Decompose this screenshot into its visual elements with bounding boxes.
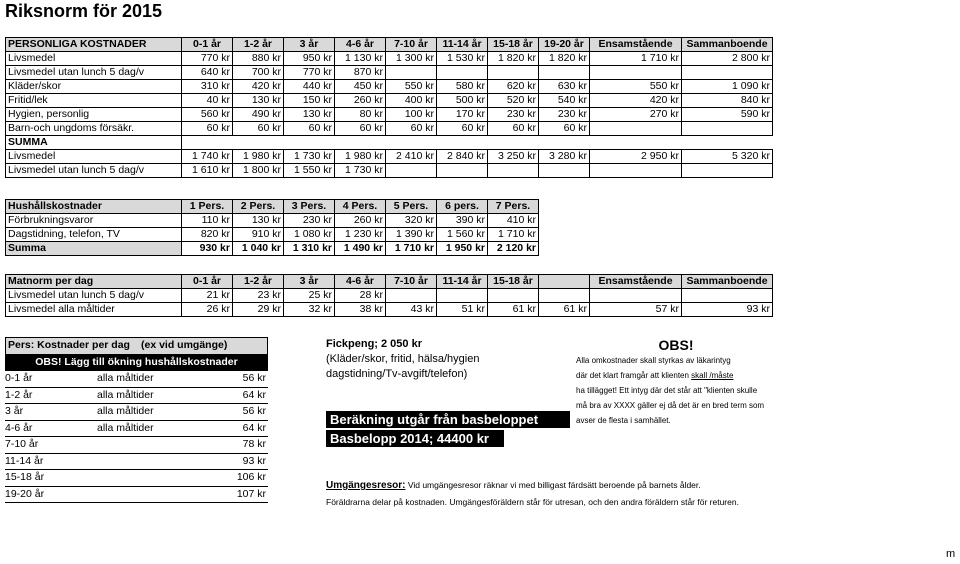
row-label: Livsmedel utan lunch 5 dag/v — [6, 164, 182, 178]
cell: 3 280 kr — [539, 150, 590, 164]
cell: 130 kr — [233, 94, 284, 108]
table-header-row — [6, 275, 773, 289]
cell: 1 710 kr — [590, 52, 682, 66]
cell: 520 kr — [488, 94, 539, 108]
cell: 230 kr — [539, 108, 590, 122]
cell: 60 kr — [233, 122, 284, 136]
cell: 1 980 kr — [335, 150, 386, 164]
obs-line-1: Alla omkostnader skall styrkas av läkarintyg — [576, 356, 731, 365]
cell: 7-10 år — [386, 38, 437, 52]
pers-amount: 107 kr — [236, 487, 266, 500]
table-header-row — [6, 200, 539, 214]
pers-meals: alla måltider — [97, 388, 154, 401]
pers-age: 11-14 år — [5, 454, 44, 467]
cell: 1 300 kr — [386, 52, 437, 66]
cell: 260 kr — [335, 94, 386, 108]
row-label: Matnorm per dag — [6, 275, 182, 289]
cell: 420 kr — [233, 80, 284, 94]
pers-row — [5, 470, 268, 487]
cell: 7-10 år — [386, 275, 437, 289]
pers-header — [5, 337, 268, 355]
table-row — [6, 52, 773, 66]
cell: 1 800 kr — [233, 164, 284, 178]
cell — [437, 289, 488, 303]
cell: 840 kr — [682, 94, 773, 108]
cell: 1 820 kr — [539, 52, 590, 66]
cell: 60 kr — [335, 122, 386, 136]
cell — [590, 122, 682, 136]
cell: 1 230 kr — [335, 228, 386, 242]
fickpeng-includes: (Kläder/skor, fritid, hälsa/hygien — [326, 353, 480, 365]
pers-meals: alla måltider — [97, 421, 154, 434]
pers-age: 7-10 år — [5, 438, 39, 450]
cell — [488, 66, 539, 80]
cell — [682, 122, 773, 136]
cell: 1 530 kr — [437, 52, 488, 66]
cell: 43 kr — [386, 303, 437, 317]
cell: 15-18 år — [488, 38, 539, 52]
cell: 2 410 kr — [386, 150, 437, 164]
cell: 170 kr — [437, 108, 488, 122]
cell: 420 kr — [590, 94, 682, 108]
cell: 1 730 kr — [335, 164, 386, 178]
summa-row — [6, 164, 773, 178]
cell: 3 250 kr — [488, 150, 539, 164]
cell — [682, 66, 773, 80]
cell: 40 kr — [182, 94, 233, 108]
pers-header-note: (ex vid umgänge) — [141, 339, 228, 351]
cell: 770 kr — [182, 52, 233, 66]
cell: 500 kr — [437, 94, 488, 108]
cell: 93 kr — [682, 303, 773, 317]
cell: 1-2 år — [233, 38, 284, 52]
table-header-row — [6, 38, 773, 52]
row-label: PERSONLIGA KOSTNADER — [6, 38, 182, 52]
row-label: Livsmedel — [6, 52, 182, 66]
cell: 2 Pers. — [233, 200, 284, 214]
pers-meals: alla måltider — [97, 372, 154, 384]
cell: 490 kr — [233, 108, 284, 122]
pers-amount: 64 kr — [242, 421, 266, 434]
cell: 230 kr — [284, 214, 335, 228]
basbelopp-value: Basbelopp 2014; 44400 kr — [326, 430, 504, 447]
pers-amount: 56 kr — [242, 372, 266, 384]
cell: 550 kr — [590, 80, 682, 94]
cell — [386, 289, 437, 303]
umgangesresor-label: Umgängesresor: — [326, 480, 406, 491]
cell: 51 kr — [437, 303, 488, 317]
cell: 560 kr — [182, 108, 233, 122]
pers-amount: 56 kr — [242, 405, 266, 417]
table-row — [6, 228, 539, 242]
cell: 4-6 år — [335, 38, 386, 52]
cell — [233, 136, 284, 150]
basbelopp-note: Beräkning utgår från basbeloppet — [326, 411, 570, 428]
cell: Ensamstående — [590, 38, 682, 52]
summa-label: SUMMA — [6, 136, 182, 150]
hushallskostnader-table — [5, 199, 539, 256]
cell: 0-1 år — [182, 275, 233, 289]
pers-row — [5, 421, 268, 438]
cell — [590, 289, 682, 303]
cell: 820 kr — [182, 228, 233, 242]
personliga-kostnader-table — [5, 37, 773, 178]
cell: 1 Pers. — [182, 200, 233, 214]
cell: 23 kr — [233, 289, 284, 303]
pers-row — [5, 404, 268, 421]
cell: 60 kr — [182, 122, 233, 136]
pers-row — [5, 454, 268, 471]
cell — [590, 164, 682, 178]
umgangesresor-line-2: Föräldrarna delar på kostnaden. Umgängesföräldern står för utresan, och den andra föräldern står för returen. — [326, 497, 739, 507]
cell: 25 kr — [284, 289, 335, 303]
cell: 440 kr — [284, 80, 335, 94]
pers-amount: 64 kr — [242, 388, 266, 401]
cell: 270 kr — [590, 108, 682, 122]
cell: 2 800 kr — [682, 52, 773, 66]
cell — [539, 66, 590, 80]
cell: 26 kr — [182, 303, 233, 317]
cell: 620 kr — [488, 80, 539, 94]
row-label: Kläder/skor — [6, 80, 182, 94]
cell: 60 kr — [539, 122, 590, 136]
cell: 1 820 kr — [488, 52, 539, 66]
cell — [386, 136, 437, 150]
cell: 390 kr — [437, 214, 488, 228]
cell: 870 kr — [335, 66, 386, 80]
umgangesresor-block — [326, 477, 956, 510]
row-label: Livsmedel — [6, 150, 182, 164]
cell: 61 kr — [488, 303, 539, 317]
obs-line-2-emph: skall /måste — [691, 371, 734, 380]
cell: 2 120 kr — [488, 242, 539, 256]
cell: 1 950 kr — [437, 242, 488, 256]
row-label: Livsmedel utan lunch 5 dag/v — [6, 289, 182, 303]
cell: 150 kr — [284, 94, 335, 108]
cell: 410 kr — [488, 214, 539, 228]
pers-amount: 78 kr — [242, 438, 266, 450]
obs-line-4: må bra av XXXX gäller ej då det är en bred term som — [576, 401, 765, 410]
cell — [488, 289, 539, 303]
cell: 1 080 kr — [284, 228, 335, 242]
row-label: Hygien, personlig — [6, 108, 182, 122]
table-row — [6, 94, 773, 108]
cell: 1 090 kr — [682, 80, 773, 94]
cell: 80 kr — [335, 108, 386, 122]
cell: 590 kr — [682, 108, 773, 122]
cell: 11-14 år — [437, 275, 488, 289]
cell — [488, 164, 539, 178]
cell — [488, 136, 539, 150]
cell — [386, 164, 437, 178]
cell: 1 390 kr — [386, 228, 437, 242]
pers-amount: 106 kr — [236, 471, 266, 483]
cell: 1 550 kr — [284, 164, 335, 178]
cell: 7 Pers. — [488, 200, 539, 214]
table-row — [6, 303, 773, 317]
cell: 1 710 kr — [488, 228, 539, 242]
cell: 1 710 kr — [386, 242, 437, 256]
cell: 2 950 kr — [590, 150, 682, 164]
row-label: Livsmedel alla måltider — [6, 303, 182, 317]
cell — [539, 164, 590, 178]
corner-mark: m — [946, 548, 956, 560]
cell — [682, 136, 773, 150]
cell: 630 kr — [539, 80, 590, 94]
cell: 4-6 år — [335, 275, 386, 289]
table-row — [6, 289, 773, 303]
cell: 1 980 kr — [233, 150, 284, 164]
cell: Sammanboende — [682, 275, 773, 289]
cell — [539, 136, 590, 150]
cell: 1 560 kr — [437, 228, 488, 242]
umgangesresor-text: Vid umgängesresor räknar vi med billigast färdsätt beroende på barnets ålder. — [405, 480, 701, 490]
cell — [182, 136, 233, 150]
row-label: Barn-och ungdoms försäkr. — [6, 122, 182, 136]
obs-title: OBS! — [658, 337, 694, 353]
cell: 4 Pers. — [335, 200, 386, 214]
cell: 15-18 år — [488, 275, 539, 289]
cell: 1-2 år — [233, 275, 284, 289]
cell: Ensamstående — [590, 275, 682, 289]
table-row — [6, 66, 773, 80]
cell: 60 kr — [284, 122, 335, 136]
cell — [335, 136, 386, 150]
cell — [437, 136, 488, 150]
cell — [386, 66, 437, 80]
cell: 580 kr — [437, 80, 488, 94]
cell: 640 kr — [182, 66, 233, 80]
cell: 450 kr — [335, 80, 386, 94]
row-label: Fritid/lek — [6, 94, 182, 108]
matnorm-table — [5, 274, 773, 317]
pers-age: 4-6 år — [5, 421, 33, 434]
obs-line-2 — [576, 368, 956, 383]
cell: 540 kr — [539, 94, 590, 108]
cell: 310 kr — [182, 80, 233, 94]
cell: 57 kr — [590, 303, 682, 317]
cell: 3 år — [284, 38, 335, 52]
fickpeng-includes-2: dagstidning/Tv-avgift/telefon) — [326, 368, 468, 380]
summa-label-row — [6, 136, 773, 150]
cell: 60 kr — [488, 122, 539, 136]
cell: 38 kr — [335, 303, 386, 317]
cell: 19-20 år — [539, 38, 590, 52]
cell: 6 pers. — [437, 200, 488, 214]
cell: 32 kr — [284, 303, 335, 317]
pers-amount: 93 kr — [242, 454, 266, 467]
cell: 3 Pers. — [284, 200, 335, 214]
cell: 260 kr — [335, 214, 386, 228]
cell — [682, 164, 773, 178]
cell — [682, 289, 773, 303]
cell: 110 kr — [182, 214, 233, 228]
row-label: Summa — [6, 242, 182, 256]
table-row — [6, 214, 539, 228]
cell: 1 730 kr — [284, 150, 335, 164]
cell: 1 490 kr — [335, 242, 386, 256]
cell: 61 kr — [539, 303, 590, 317]
cell — [590, 136, 682, 150]
pers-row — [5, 371, 268, 388]
cell: 950 kr — [284, 52, 335, 66]
cell: 910 kr — [233, 228, 284, 242]
cell: 880 kr — [233, 52, 284, 66]
cell: 3 år — [284, 275, 335, 289]
pers-row — [5, 388, 268, 405]
cell — [437, 66, 488, 80]
cell — [539, 289, 590, 303]
cell: 770 kr — [284, 66, 335, 80]
pers-age: 1-2 år — [5, 388, 33, 401]
cell: 930 kr — [182, 242, 233, 256]
cell: 550 kr — [386, 80, 437, 94]
obs-block — [576, 337, 956, 428]
cell: 130 kr — [284, 108, 335, 122]
pers-age: 15-18 år — [5, 471, 45, 483]
table-row — [6, 122, 773, 136]
pers-age: 19-20 år — [5, 487, 45, 500]
cell — [284, 136, 335, 150]
pers-age: 3 år — [5, 405, 24, 417]
cell: 5 Pers. — [386, 200, 437, 214]
cell: 29 kr — [233, 303, 284, 317]
row-label: Dagstidning, telefon, TV — [6, 228, 182, 242]
summa-row — [6, 150, 773, 164]
cell: 1 130 kr — [335, 52, 386, 66]
umgangesresor-line-1 — [326, 477, 956, 494]
pers-meals: alla måltider — [97, 405, 154, 417]
obs-line-3: ha tillägget! Ett intyg där det står att "klienten skulle — [576, 386, 758, 395]
cell: 130 kr — [233, 214, 284, 228]
cell: 230 kr — [488, 108, 539, 122]
table-row — [6, 108, 773, 122]
cell — [590, 66, 682, 80]
cell: 320 kr — [386, 214, 437, 228]
pers-header-label: Pers: Kostnader per dag — [8, 339, 130, 351]
cell: 100 kr — [386, 108, 437, 122]
cell: 5 320 kr — [682, 150, 773, 164]
cell: 21 kr — [182, 289, 233, 303]
cell: 1 610 kr — [182, 164, 233, 178]
table-row — [6, 242, 539, 256]
cell — [539, 275, 590, 289]
obs-line-5: avser de flesta i samhället. — [576, 416, 671, 425]
cell: Sammanboende — [682, 38, 773, 52]
cell: 28 kr — [335, 289, 386, 303]
pers-obs-line: OBS! Lägg till ökning hushållskostnader — [5, 355, 268, 372]
cell: 400 kr — [386, 94, 437, 108]
cell: 2 840 kr — [437, 150, 488, 164]
cell: 700 kr — [233, 66, 284, 80]
cell: 0-1 år — [182, 38, 233, 52]
cell — [437, 164, 488, 178]
fickpeng-block — [326, 337, 566, 382]
page-title: Riksnorm för 2015 — [5, 1, 163, 21]
pers-row — [5, 487, 268, 504]
row-label: Förbrukningsvaror — [6, 214, 182, 228]
cell: 60 kr — [437, 122, 488, 136]
pers-kostnader-per-dag — [5, 337, 268, 503]
row-label: Livsmedel utan lunch 5 dag/v — [6, 66, 182, 80]
cell: 1 310 kr — [284, 242, 335, 256]
fickpeng-amount: Fickpeng; 2 050 kr — [326, 338, 422, 350]
cell: 1 740 kr — [182, 150, 233, 164]
pers-age: 0-1 år — [5, 372, 33, 384]
table-row — [6, 80, 773, 94]
obs-line-2-text: där det klart framgår att klienten — [576, 371, 692, 380]
cell: 11-14 år — [437, 38, 488, 52]
cell: 60 kr — [386, 122, 437, 136]
row-label: Hushållskostnader — [6, 200, 182, 214]
pers-row — [5, 437, 268, 454]
cell: 1 040 kr — [233, 242, 284, 256]
